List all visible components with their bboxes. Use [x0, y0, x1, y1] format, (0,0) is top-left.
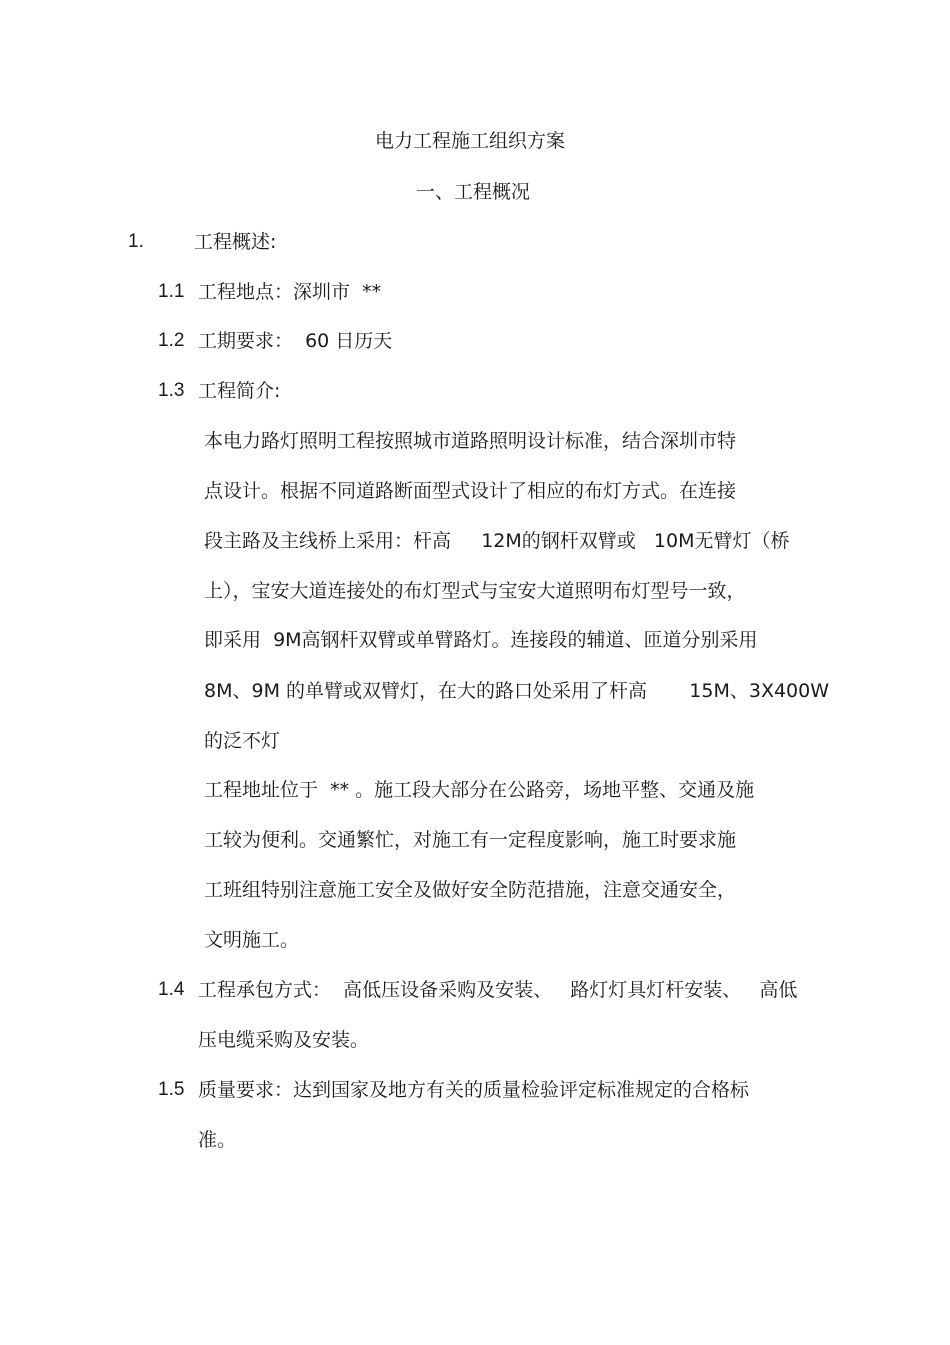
- paragraph-line: 工程地址位于 ** 。施工段大部分在公路旁，场地平整、交通及施: [204, 779, 755, 801]
- paragraph-line: 文明施工。: [204, 929, 300, 951]
- item-1-number: 1.: [128, 231, 144, 252]
- item-1-4-number: 1.4: [158, 979, 185, 1000]
- paragraph-line: 工班组特别注意施工安全及做好安全防范措施，注意交通安全，: [204, 879, 737, 901]
- item-1-label: 工程概述:: [194, 231, 277, 253]
- section-heading: 一、工程概况: [416, 181, 531, 203]
- paragraph-line: 段主路及主线桥上采用：杆高 12M的钢杆双臂或 10M无臂灯（桥: [204, 530, 790, 552]
- document-title: 电力工程施工组织方案: [375, 130, 566, 152]
- item-1-5-number: 1.5: [158, 1079, 185, 1100]
- paragraph-line: 即采用 9M高钢杆双臂或单臂路灯。连接段的辅道、匝道分别采用: [204, 629, 758, 651]
- paragraph-line: 8M、9M 的单臂或双臂灯，在大的路口处采用了杆高 15M、3X400W: [204, 680, 830, 702]
- item-1-2-number: 1.2: [158, 330, 185, 351]
- item-1-1-number: 1.1: [158, 281, 185, 302]
- item-1-3-text: 工程简介:: [198, 380, 281, 402]
- paragraph-line: 的泛不灯: [204, 730, 281, 752]
- paragraph-line: 本电力路灯照明工程按照城市道路照明设计标准，结合深圳市特: [204, 430, 737, 452]
- paragraph-line: 上），宝安大道连接处的布灯型式与宝安大道照明布灯型号一致，: [204, 580, 746, 602]
- item-1-3-number: 1.3: [158, 380, 185, 401]
- item-1-4-line: 压电缆采购及安装。: [198, 1029, 370, 1051]
- item-1-5-line: 准。: [198, 1129, 237, 1151]
- paragraph-line: 工较为便利。交通繁忙，对施工有一定程度影响，施工时要求施: [204, 829, 737, 851]
- item-1-2-text: 工期要求： 60 日历天: [198, 330, 393, 352]
- paragraph-line: 点设计。根据不同道路断面型式设计了相应的布灯方式。在连接: [204, 480, 737, 502]
- item-1-4-line: 工程承包方式： 高低压设备采购及安装、 路灯灯具灯杆安装、 高低: [198, 979, 798, 1001]
- item-1-5-line: 质量要求：达到国家及地方有关的质量检验评定标准规定的合格标: [198, 1079, 750, 1101]
- item-1-1-text: 工程地点：深圳市 **: [198, 281, 382, 303]
